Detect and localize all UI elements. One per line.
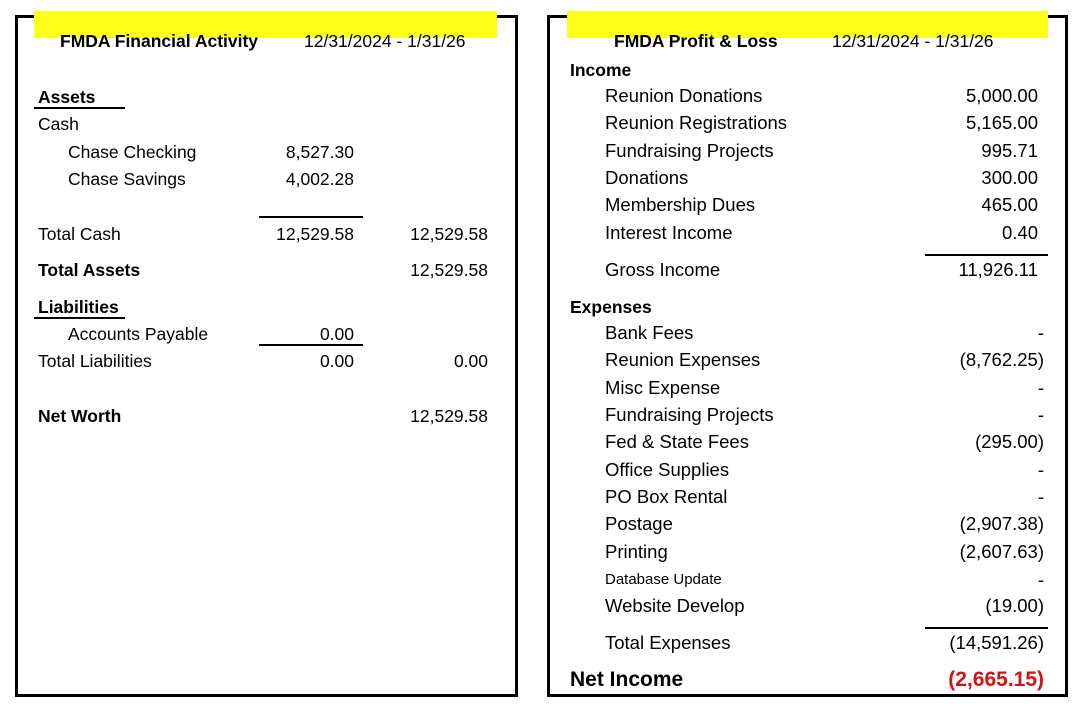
line-item-name: Office Supplies	[605, 459, 730, 480]
line-item-name: Interest Income	[605, 222, 733, 243]
line-item-name: Misc Expense	[605, 377, 721, 398]
net-income-amount: (2,665.15)	[948, 668, 1044, 691]
line-item-name: Fundraising Projects	[605, 404, 774, 425]
line-item-amount: -	[1037, 486, 1044, 507]
line-item-amount: 465.00	[981, 194, 1038, 215]
cash-subtotal-line	[259, 216, 363, 218]
line-item-amount: (2,607.63)	[959, 541, 1044, 562]
line-item-amount: (2,907.38)	[959, 513, 1044, 534]
line-item-name: Printing	[605, 541, 668, 562]
line-item-name: Donations	[605, 167, 689, 188]
liabilities-subtotal-line	[259, 344, 363, 346]
total-cash-total: 12,529.58	[410, 224, 488, 244]
expenses-heading: Expenses	[570, 297, 652, 317]
line-item-amount: -	[1037, 404, 1044, 425]
line-item-name: Reunion Donations	[605, 85, 763, 106]
total-assets-label: Total Assets	[38, 260, 141, 280]
profit-loss-title: FMDA Profit & Loss	[614, 31, 778, 51]
total-expenses-amount: (14,591.26)	[949, 632, 1044, 653]
profit-loss-date-range: 12/31/2024 - 1/31/26	[832, 31, 994, 51]
line-item-amount: 995.71	[981, 140, 1038, 161]
line-item-name: PO Box Rental	[605, 486, 728, 507]
line-item-name: Fed & State Fees	[605, 431, 749, 452]
total-liabilities-amount: 0.00	[319, 351, 354, 371]
line-item-amount: 300.00	[981, 167, 1038, 188]
total-liabilities-label: Total Liabilities	[38, 351, 152, 371]
line-item-name: Reunion Registrations	[605, 112, 788, 133]
accounts-payable-label: Accounts Payable	[68, 324, 209, 344]
financial-activity-date-range: 12/31/2024 - 1/31/26	[304, 31, 466, 51]
net-worth-total: 12,529.58	[410, 406, 488, 426]
line-item-name: Membership Dues	[605, 194, 756, 215]
income-subtotal-line	[925, 254, 1048, 256]
gross-income-amount: 11,926.11	[958, 259, 1038, 280]
total-expenses-label: Total Expenses	[605, 632, 731, 653]
net-worth-label: Net Worth	[38, 406, 122, 426]
account-name: Chase Checking	[68, 142, 197, 162]
line-item-amount: -	[1037, 377, 1044, 398]
total-cash-label: Total Cash	[38, 224, 121, 244]
account-name: Chase Savings	[68, 169, 186, 189]
net-income-label: Net Income	[570, 668, 684, 691]
account-amount: 4,002.28	[285, 169, 354, 189]
line-item-name: Fundraising Projects	[605, 140, 774, 161]
line-item-amount: -	[1037, 569, 1044, 590]
line-item-amount: 0.40	[1001, 222, 1038, 243]
liabilities-underline	[34, 317, 125, 319]
total-cash-amount: 12,529.58	[276, 224, 354, 244]
line-item-amount: 5,165.00	[965, 112, 1038, 133]
gross-income-label: Gross Income	[605, 259, 721, 280]
line-item-name: Bank Fees	[605, 322, 694, 343]
account-amount: 8,527.30	[285, 142, 354, 162]
line-item-name: Website Develop	[605, 595, 745, 616]
line-item-name: Postage	[605, 513, 673, 534]
liabilities-heading: Liabilities	[38, 297, 119, 317]
line-item-name: Reunion Expenses	[605, 349, 761, 370]
expenses-subtotal-line	[925, 627, 1048, 629]
assets-underline	[34, 107, 125, 109]
income-heading: Income	[570, 60, 632, 80]
financial-activity-title: FMDA Financial Activity	[60, 31, 259, 51]
assets-heading: Assets	[38, 87, 96, 107]
line-item-name: Database Update	[605, 571, 722, 588]
line-item-amount: (295.00)	[975, 431, 1044, 452]
cash-label: Cash	[38, 114, 79, 134]
line-item-amount: -	[1037, 459, 1044, 480]
line-item-amount: (8,762.25)	[959, 349, 1044, 370]
accounts-payable-amount: 0.00	[319, 324, 354, 344]
total-assets-total: 12,529.58	[410, 260, 488, 280]
line-item-amount: (19.00)	[985, 595, 1044, 616]
total-liabilities-total: 0.00	[453, 351, 488, 371]
line-item-amount: -	[1037, 322, 1044, 343]
line-item-amount: 5,000.00	[965, 85, 1038, 106]
